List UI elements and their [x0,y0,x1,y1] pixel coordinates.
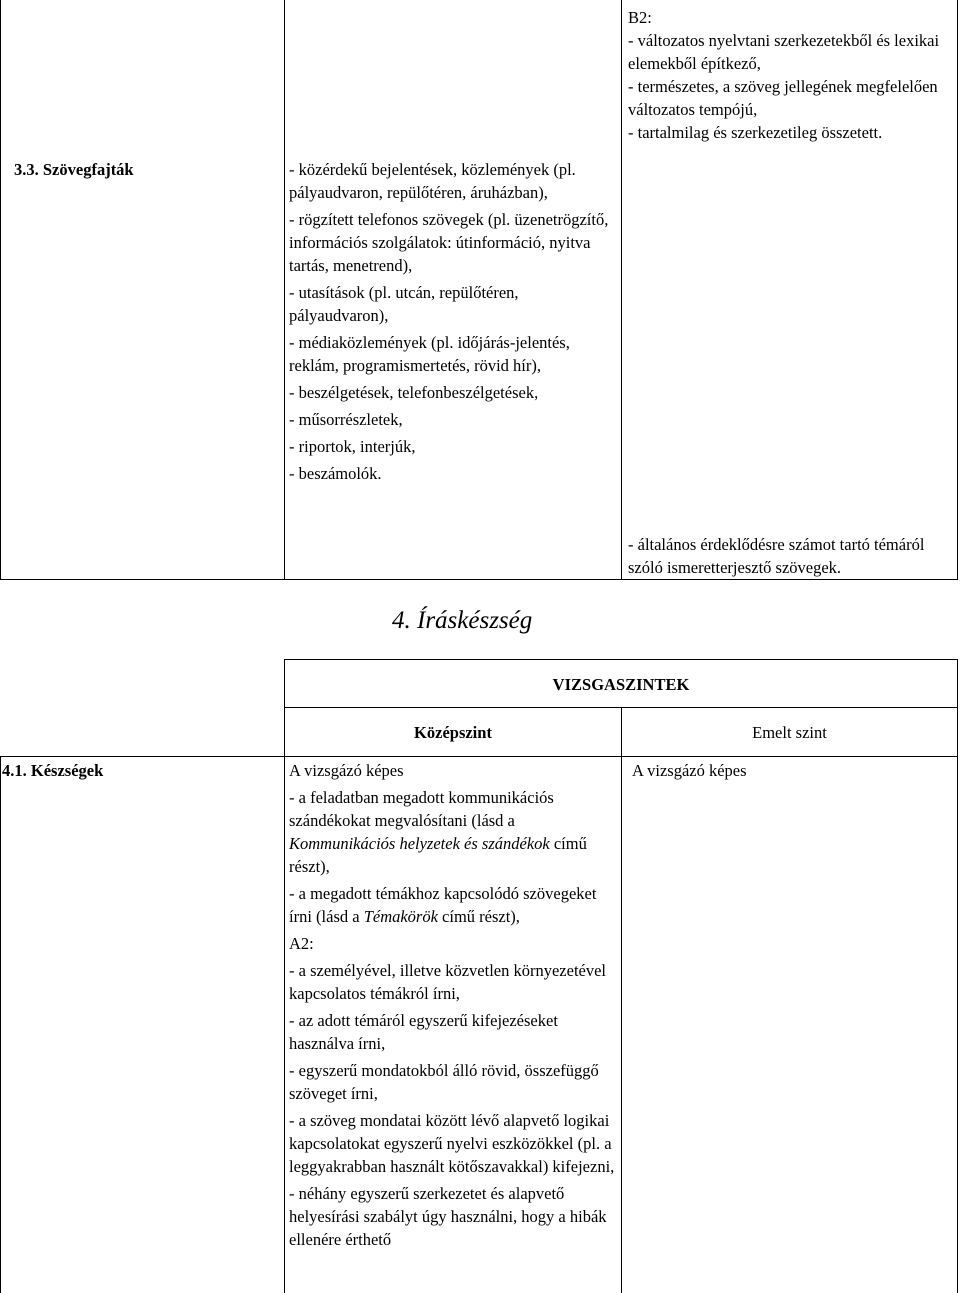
table1-col2-divider [621,0,622,580]
intro-text: A vizsgázó képes [289,761,404,780]
list-item [289,882,617,928]
list-item: - rögzített telefonos szövegek (pl. üzenetrögzítő, információs szolgálatok: útinformáció, nyitva tartás, menetrend), [289,210,609,275]
item-italic-ref: Témakörök [363,907,438,926]
header-emelt-szint: Emelt szint [752,723,827,742]
list-item: - beszámolók. [289,464,382,483]
list-item: - műsorrészletek, [289,410,403,429]
list-item [289,786,617,878]
table1-col1-divider [284,0,285,580]
table1-bottom-border [0,579,958,580]
table2-col2-divider [621,707,622,1293]
list-item: - egyszerű mondatokból álló rövid, összefüggő szöveget írni, [289,1061,599,1103]
list-item: - beszélgetések, telefonbeszélgetések, [289,383,539,402]
list-item: - az adott témáról egyszerű kifejezéseket használva írni, [289,1011,558,1053]
header-vizsgaszintek: VIZSGASZINTEK [552,675,690,694]
list-item: - közérdekű bejelentések, közlemények (pl. pályaudvaron, repülőtéren, áruházban), [289,160,576,202]
header-kozepszint: Középszint [414,723,492,742]
item-text: - a feladatban megadott kommunikációs szándékokat megvalósítani (lásd a [289,788,554,830]
list-item: - médiaközlemények (pl. időjárás-jelentés, reklám, programismertetés, rövid hír), [289,333,570,375]
list-item: - a személyével, illetve közvetlen környezetével kapcsolatos témákról írni, [289,961,607,1003]
table2-row-label: 4.1. Készségek [2,761,104,780]
level-label: B2: [628,8,652,27]
list-item: - változatos nyelvtani szerkezetekből és lexikai elemekből építkező, [628,31,940,73]
table1-left-border [0,0,1,580]
table1-row-label: 3.3. Szövegfajták [14,160,134,179]
table2-high-intro: A vizsgázó képes [632,761,747,780]
list-item: - utasítások (pl. utcán, repülőtéren, pályaudvaron), [289,283,519,325]
table2-header-bottom [0,756,958,757]
table2-right-border [957,659,958,1293]
list-item: - tartalmilag és szerkezetileg összetett. [628,123,883,142]
level-label: A2: [289,934,314,953]
item-italic-ref: Kommunikációs helyzetek és szándékok [289,834,550,853]
table1-right-bottom: - általános érdeklődésre számot tartó témáról szóló ismeretterjesztő szövegek. [628,535,925,577]
table1-mid-column [289,158,617,485]
table2-left-border [0,756,1,1293]
list-item: - a szöveg mondatai között lévő alapvető logikai kapcsolatokat egyszerű nyelvi eszközökkel (pl. a leggyakrabban használt kötőszavakkal) kifejezni, [289,1111,615,1176]
table1-right-border [957,0,958,580]
list-item: - néhány egyszerű szerkezetet és alapvető helyesírási szabályt úgy használni, hogy a hibák ellenére érthető [289,1184,607,1249]
item-text: című részt), [289,834,587,876]
table2-mid-column [289,759,617,1251]
section-title: 4. Íráskészség [392,607,533,634]
table2-top-border [284,659,958,660]
item-text: - a megadott témákhoz kapcsolódó szövegeket írni (lásd a [289,884,597,926]
table2-col1-divider [284,659,285,1293]
list-item: - riportok, interjúk, [289,437,416,456]
item-text: című részt), [437,907,520,926]
list-item: - természetes, a szöveg jellegének megfelelően változatos tempójú, [628,77,938,119]
table1-right-column [628,6,954,144]
